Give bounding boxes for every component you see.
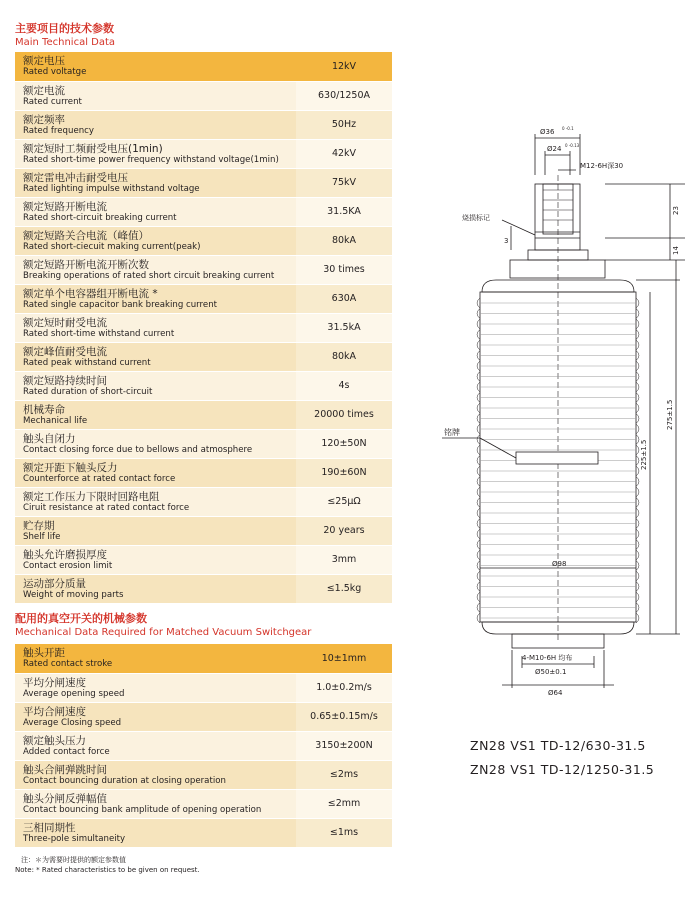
- param-name-zh: 触头合闸弹跳时间: [23, 763, 107, 776]
- thread-top-label: M12-6H深30: [580, 162, 624, 170]
- dim-14-label: 14: [672, 246, 680, 255]
- param-name-en: Average Closing speed: [23, 717, 122, 728]
- param-value: ≤1ms: [296, 818, 392, 847]
- param-value: 3150±200N: [296, 731, 392, 760]
- param-name-en: Breaking operations of rated short circuit breaking current: [23, 270, 275, 281]
- footnote: [15, 855, 200, 875]
- table-row: [15, 139, 392, 168]
- table-row: [15, 429, 392, 458]
- param-name-zh: 平均分闸速度: [23, 676, 86, 689]
- param-name-en: Three-pole simultaneity: [23, 833, 126, 844]
- table-row: [15, 168, 392, 197]
- param-value: 80kA: [296, 342, 392, 371]
- param-label: [15, 371, 296, 400]
- mech-data-title-en: Mechanical Data Required for Matched Vacuum Switchgear: [15, 627, 312, 638]
- param-name-zh: 额定短路开断电流开断次数: [23, 258, 149, 271]
- param-name-zh: 触头自闭力: [23, 432, 76, 445]
- table-row: [15, 197, 392, 226]
- param-name-zh: 平均合闸速度: [23, 705, 86, 718]
- param-value: 20000 times: [296, 400, 392, 429]
- param-name-en: Rated duration of short-circuit: [23, 386, 153, 397]
- param-label: [15, 789, 296, 818]
- param-label: [15, 760, 296, 789]
- table-row: [15, 81, 392, 110]
- param-value: 30 times: [296, 255, 392, 284]
- param-name-en: Mechanical life: [23, 415, 88, 426]
- param-name-en: Rated peak withstand current: [23, 357, 151, 368]
- param-name-en: Rated short-time withstand current: [23, 328, 175, 339]
- param-value: ≤1.5kg: [296, 574, 392, 603]
- dim-64-label: Ø64: [548, 689, 563, 697]
- param-label: [15, 139, 296, 168]
- table-row: [15, 574, 392, 603]
- main-technical-data-table: [15, 52, 392, 604]
- param-name-zh: 额定峰值耐受电流: [23, 345, 107, 358]
- param-name-zh: 额定雷电冲击耐受电压: [23, 171, 128, 184]
- param-name-zh: 三相同期性: [23, 821, 76, 834]
- param-name-zh: 触头分闸反弹幅值: [23, 792, 107, 805]
- table-row: [15, 731, 392, 760]
- param-label: [15, 429, 296, 458]
- param-name-zh: 运动部分质量: [23, 577, 86, 590]
- param-name-zh: 额定单个电容器组开断电流 *: [23, 287, 158, 300]
- table-row: [15, 226, 392, 255]
- table-row: [15, 342, 392, 371]
- param-value: 4s: [296, 371, 392, 400]
- param-name-zh: 触头开距: [23, 647, 65, 660]
- param-name-zh: 额定短路持续时间: [23, 374, 107, 387]
- param-name-zh: 额定短时耐受电流: [23, 316, 107, 329]
- param-value: 630/1250A: [296, 81, 392, 110]
- table-row: [15, 487, 392, 516]
- mech-data-title: [15, 612, 311, 639]
- param-value: 42kV: [296, 139, 392, 168]
- wear-mark-label: 烧损标记: [462, 214, 490, 222]
- param-value: ≤2mm: [296, 789, 392, 818]
- param-name-zh: 额定短路开断电流: [23, 200, 107, 213]
- main-data-title: [15, 22, 115, 49]
- param-label: [15, 284, 296, 313]
- param-value: 630A: [296, 284, 392, 313]
- param-name-en: Rated contact stroke: [23, 659, 113, 670]
- table-row: [15, 702, 392, 731]
- table-row: [15, 789, 392, 818]
- dim-50-label: Ø50±0.1: [535, 668, 567, 676]
- param-name-en: Contact closing force due to bellows and atmosphere: [23, 444, 253, 455]
- param-label: [15, 168, 296, 197]
- nameplate: [516, 452, 598, 464]
- dim-225-label: 225±1.5: [640, 439, 648, 470]
- param-label: [15, 226, 296, 255]
- thread-bottom-label: 4-M10-6H 均布: [522, 654, 573, 662]
- param-label: [15, 342, 296, 371]
- dim-top-label: Ø36: [540, 128, 555, 136]
- dim-98-label: Ø98: [552, 560, 567, 568]
- param-label: [15, 673, 296, 702]
- param-value: 12kV: [296, 52, 392, 81]
- table-row: [15, 284, 392, 313]
- param-value: 120±50N: [296, 429, 392, 458]
- param-name-en: Rated single capacitor bank breaking current: [23, 299, 218, 310]
- param-name-zh: 额定电流: [23, 84, 65, 97]
- param-label: [15, 400, 296, 429]
- param-label: [15, 458, 296, 487]
- param-value: 50Hz: [296, 110, 392, 139]
- param-label: [15, 574, 296, 603]
- param-name-en: Contact bouncing bank amplitude of opening operation: [23, 804, 262, 815]
- guide-bush: [510, 260, 605, 278]
- param-name-zh: 额定电压: [23, 55, 65, 68]
- param-value: 80kA: [296, 226, 392, 255]
- nameplate-label: 铭牌: [444, 428, 460, 437]
- param-value: 1.0±0.2m/s: [296, 673, 392, 702]
- param-name-zh: 额定工作压力下限时回路电阻: [23, 490, 160, 503]
- param-name-en: Rated short-ciecuit making current(peak): [23, 241, 201, 252]
- param-name-zh: 额定短时工频耐受电压(1min): [23, 142, 163, 155]
- dim-275-label: 275±1.5: [666, 399, 674, 430]
- param-value: 0.65±0.15m/s: [296, 702, 392, 731]
- dim-23-label: 23: [672, 206, 680, 215]
- table-row: [15, 818, 392, 847]
- interrupter-technical-drawing: [440, 120, 695, 700]
- param-name-en: Counterforce at rated contact force: [23, 473, 176, 484]
- dim-top-tolerance: 0 -0.1: [562, 126, 574, 131]
- dim-3-label: 3: [504, 237, 509, 245]
- param-name-zh: 触头允许磨损厚度: [23, 548, 107, 561]
- mechanical-data-table: [15, 644, 392, 848]
- table-row: [15, 110, 392, 139]
- param-label: [15, 255, 296, 284]
- param-label: [15, 516, 296, 545]
- mech-data-title-zh: 配用的真空开关的机械参数: [15, 612, 147, 625]
- param-name-zh: 额定触头压力: [23, 734, 86, 747]
- param-name-en: Rated voltatge: [23, 67, 87, 78]
- param-label: [15, 731, 296, 760]
- param-name-zh: 额定短路关合电流（峰值）: [23, 229, 149, 242]
- table-row: [15, 760, 392, 789]
- footnote-en: Note: * Rated characteristics to be given on request.: [15, 866, 200, 874]
- model-number-1: ZN28 VS1 TD-12/630-31.5: [470, 738, 646, 753]
- model-number-2: ZN28 VS1 TD-12/1250-31.5: [470, 762, 655, 777]
- param-name-en: Contact bouncing duration at closing operation: [23, 775, 226, 786]
- table-row: [15, 644, 392, 673]
- param-name-en: Shelf life: [23, 531, 61, 542]
- param-value: ≤25μΩ: [296, 487, 392, 516]
- param-label: [15, 702, 296, 731]
- table-row: [15, 673, 392, 702]
- param-name-en: Rated short-circuit breaking current: [23, 212, 177, 223]
- param-label: [15, 545, 296, 574]
- param-name-en: Contact erosion limit: [23, 560, 113, 571]
- main-data-title-zh: 主要项目的技术参数: [15, 22, 114, 35]
- table-row: [15, 516, 392, 545]
- table-row: [15, 255, 392, 284]
- param-value: 75kV: [296, 168, 392, 197]
- param-label: [15, 644, 296, 673]
- param-label: [15, 313, 296, 342]
- param-label: [15, 81, 296, 110]
- param-name-en: Ciruit resistance at rated contact force: [23, 502, 190, 513]
- table-row: [15, 545, 392, 574]
- param-name-zh: 额定开距下触头反力: [23, 461, 118, 474]
- table-row: [15, 458, 392, 487]
- footnote-zh: 注：＊为需要时提供的额定参数值: [21, 856, 126, 864]
- param-name-zh: 额定频率: [23, 113, 65, 126]
- param-value: 31.5KA: [296, 197, 392, 226]
- dim-bore-tolerance: 0 -0.13: [565, 143, 580, 148]
- param-name-en: Average opening speed: [23, 688, 125, 699]
- param-value: 31.5kA: [296, 313, 392, 342]
- param-value: 20 years: [296, 516, 392, 545]
- param-value: 3mm: [296, 545, 392, 574]
- param-name-zh: 贮存期: [23, 519, 55, 532]
- dim-bore-label: Ø24: [547, 145, 562, 153]
- param-label: [15, 197, 296, 226]
- param-name-en: Rated short-time power frequency withstand voltage(1min): [23, 154, 279, 165]
- param-label: [15, 110, 296, 139]
- param-name-en: Added contact force: [23, 746, 110, 757]
- param-value: 10±1mm: [296, 644, 392, 673]
- param-name-en: Weight of moving parts: [23, 589, 124, 600]
- param-value: ≤2ms: [296, 760, 392, 789]
- table-row: [15, 52, 392, 81]
- param-label: [15, 52, 296, 81]
- table-row: [15, 371, 392, 400]
- param-name-en: Rated frequency: [23, 125, 94, 136]
- table-row: [15, 400, 392, 429]
- param-name-en: Rated current: [23, 96, 82, 107]
- param-name-zh: 机械寿命: [23, 403, 65, 416]
- param-value: 190±60N: [296, 458, 392, 487]
- main-data-title-en: Main Technical Data: [15, 37, 116, 48]
- param-name-en: Rated lighting impulse withstand voltage: [23, 183, 200, 194]
- table-row: [15, 313, 392, 342]
- param-label: [15, 487, 296, 516]
- param-label: [15, 818, 296, 847]
